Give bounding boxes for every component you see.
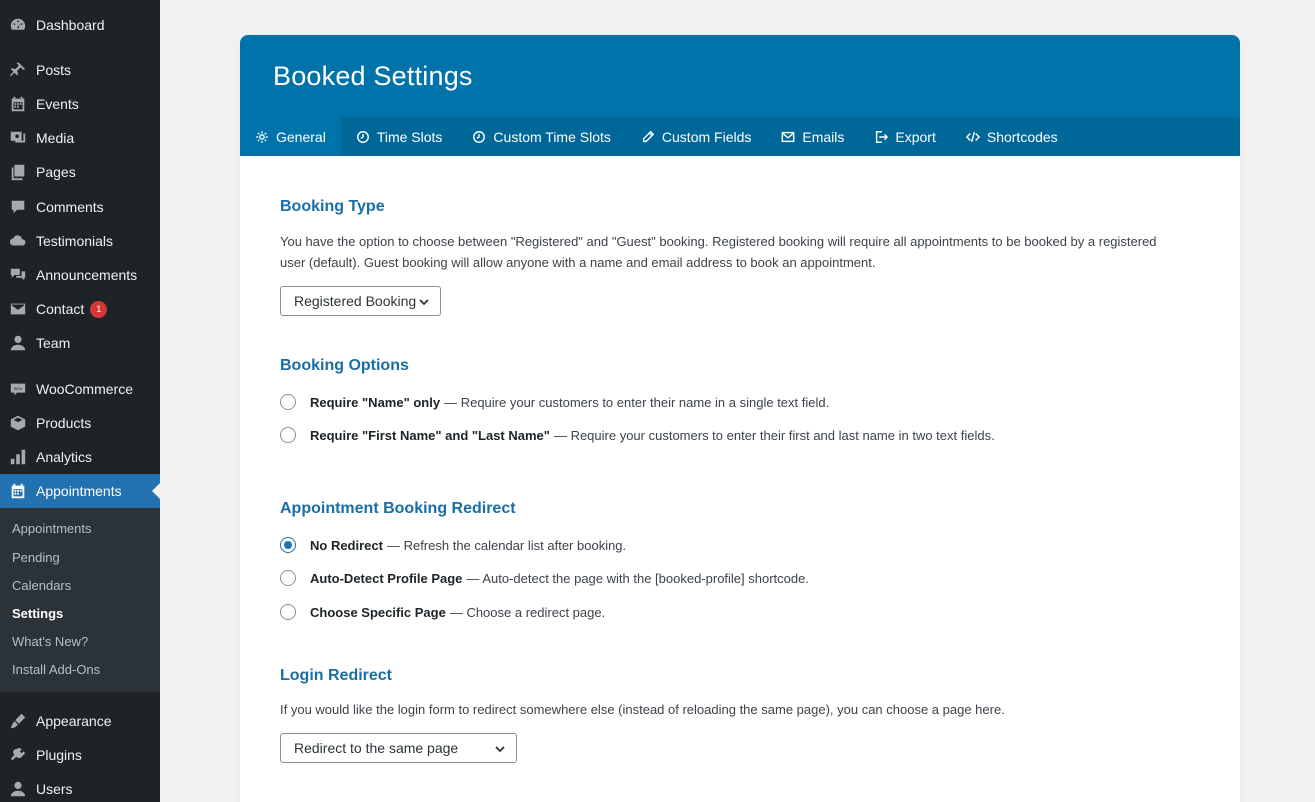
option-title: Require "Name" only [310,394,441,410]
comment-icon [8,197,28,217]
tab-label: Emails [802,128,845,145]
mail-icon [8,299,28,319]
submenu-item-appointments[interactable]: Appointments [12,521,92,536]
sidebar-item-products[interactable] [0,406,160,440]
option-description: — Auto-detect the page with the [booked-profile] shortcode. [466,570,809,586]
login-redirect-heading: Login Redirect [280,667,393,684]
sidebar-item-testimonials[interactable] [0,224,160,258]
sidebar-item-label: Products [36,415,92,431]
option-description: — Require your customers to enter their first and last name in two text fields. [553,427,995,443]
option-auto-detect-profile[interactable] [280,570,809,586]
option-title: Require "First Name" and "Last Name" [310,427,550,443]
sidebar-item-label: Plugins [36,747,82,763]
submenu-item-install-addons[interactable]: Install Add-Ons [12,662,101,677]
sidebar-item-analytics[interactable] [0,440,160,474]
option-name-only[interactable] [280,394,829,410]
admin-sidebar [0,0,160,802]
tab-label: Export [895,128,936,145]
code-icon [966,130,980,144]
bar-chart-icon [8,447,28,467]
sidebar-item-label: Users [36,781,73,797]
cloud-icon [8,231,28,251]
sidebar-item-posts[interactable] [0,53,160,87]
sidebar-item-label: WooCommerce [36,381,133,397]
radio-button[interactable] [280,570,296,586]
tab-label: Custom Time Slots [493,128,611,145]
envelope-icon [781,130,795,144]
option-title: No Redirect [310,537,383,553]
booking-type-select[interactable] [280,286,441,316]
booking-redirect-heading: Appointment Booking Redirect [280,500,516,517]
appointments-submenu [0,508,160,692]
sidebar-item-label: Pages [36,164,76,180]
woo-icon [8,379,28,399]
login-redirect-select[interactable] [280,733,517,763]
radio-button[interactable] [280,427,296,443]
dashboard-icon [8,15,28,35]
sidebar-item-announcements[interactable] [0,258,160,292]
tab-time-slots[interactable] [341,117,458,156]
option-title: Auto-Detect Profile Page [310,570,463,586]
sidebar-item-label: Dashboard [36,17,105,33]
option-description: — Choose a redirect page. [449,604,606,620]
tab-custom-fields[interactable] [626,117,766,156]
export-icon [874,130,888,144]
sidebar-item-label: Analytics [36,449,93,465]
chat-icon [8,265,28,285]
pages-icon [8,162,28,182]
booking-type-heading: Booking Type [280,198,385,215]
calendar-icon [8,94,28,114]
tab-shortcodes[interactable] [951,117,1073,156]
brush-icon [8,711,28,731]
option-title: Choose Specific Page [310,604,446,620]
sidebar-item-comments[interactable] [0,190,160,224]
option-no-redirect[interactable] [280,537,626,553]
submenu-item-settings[interactable]: Settings [12,606,64,621]
tab-label: Shortcodes [986,128,1058,145]
gear-icon [255,130,269,144]
submenu-item-calendars[interactable]: Calendars [12,578,72,593]
sidebar-item-team[interactable] [0,326,160,360]
sidebar-item-events[interactable] [0,87,160,121]
settings-panel [240,35,1240,802]
booking-options-heading: Booking Options [280,357,409,374]
calendar-icon [8,481,28,501]
submenu-item-whats-new[interactable]: What's New? [12,634,89,649]
chevron-down-icon [494,742,506,754]
option-description: — Refresh the calendar list after booking. [386,537,627,553]
booking-type-desc-line-1: You have the option to choose between "Registered" and "Guest" booking. Registered booking will require all appointments to be booked by a registered [280,234,1157,249]
sidebar-item-label: Contact [36,301,85,317]
sidebar-item-label: Team [36,335,71,351]
tab-label: Time Slots [376,128,443,145]
page-title: Booked Settings [273,61,473,91]
sidebar-item-label: Comments [36,199,104,215]
sidebar-item-woocommerce[interactable] [0,372,160,406]
sidebar-item-label: Appearance [36,713,112,729]
sidebar-item-media[interactable] [0,121,160,155]
tab-emails[interactable] [766,117,859,156]
sidebar-item-appointments[interactable] [0,474,160,508]
select-value: Redirect to the same page [294,740,459,756]
option-specific-page[interactable] [280,604,605,620]
submenu-item-pending[interactable]: Pending [12,550,60,565]
booking-type-description [280,231,1200,273]
login-redirect-description: If you would like the login form to redirect somewhere else (instead of reloading the same page), you can choose a page here. [280,702,1005,717]
sidebar-item-label: Events [36,96,79,112]
sidebar-item-appearance[interactable] [0,704,160,738]
sidebar-item-contact[interactable] [0,292,160,326]
pin-icon [8,60,28,80]
tab-export[interactable] [859,117,950,156]
sidebar-item-users[interactable] [0,772,160,802]
sidebar-item-label: Appointments [36,483,122,499]
media-icon [8,128,28,148]
radio-button[interactable] [280,394,296,410]
sidebar-item-pages[interactable] [0,155,160,189]
user-icon [8,333,28,353]
select-value: Registered Booking [294,293,417,309]
svg-text:woo: woo [13,385,23,391]
booking-type-desc-line-2: user (default). Guest booking will allow anyone with a name and email address to book an appointment. [280,255,876,270]
user-icon [8,779,28,799]
option-first-last-name[interactable] [280,427,995,443]
chevron-down-icon [418,295,430,307]
sidebar-item-label: Testimonials [36,233,114,249]
sidebar-item-dashboard[interactable] [0,8,160,42]
radio-button[interactable] [280,604,296,620]
radio-button[interactable] [280,537,296,553]
plug-icon [8,745,28,765]
panel-header [240,35,1240,117]
clock-icon [356,130,370,144]
tab-general[interactable] [240,117,341,156]
sidebar-item-plugins[interactable] [0,738,160,772]
tab-custom-time-slots[interactable] [457,117,625,156]
notification-badge: 1 [90,301,107,318]
sidebar-item-label: Announcements [36,267,138,283]
sidebar-item-label: Media [36,130,75,146]
option-description: — Require your customers to enter their name in a single text field. [444,394,830,410]
tab-label: Custom Fields [661,128,752,145]
pencil-icon [641,130,655,144]
tab-label: General [276,128,326,145]
sidebar-item-label: Posts [36,62,72,78]
clock-icon [472,130,486,144]
box-icon [8,413,28,433]
settings-tabs [240,117,1240,156]
